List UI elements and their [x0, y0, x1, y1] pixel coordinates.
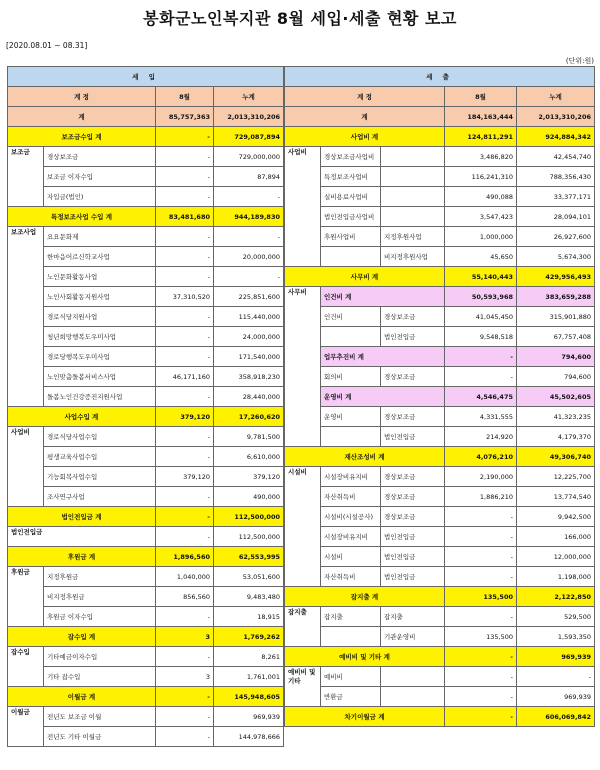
expense-total-cumulative: 2,013,310,206 [517, 107, 595, 127]
income-item: 전년도 기타 이월금 [44, 727, 156, 747]
income-month: - [156, 147, 214, 167]
income-row [8, 407, 284, 427]
income-item: 돌봄노인건강증진지원사업 [44, 387, 156, 407]
income-month: - [156, 267, 214, 287]
expense-cumulative: 41,323,235 [517, 407, 595, 427]
expense-subtotal-month: 55,140,443 [445, 267, 517, 287]
income-subtotal-cumulative: 1,769,262 [214, 627, 284, 647]
income-cumulative: 6,610,000 [214, 447, 284, 467]
income-month: - [156, 247, 214, 267]
income-item: 보조금 이자수입 [44, 167, 156, 187]
income-subtotal-month: 379,120 [156, 407, 214, 427]
expense-cumulative: 9,942,500 [517, 507, 595, 527]
expense-cumulative: 13,774,540 [517, 487, 595, 507]
expense-fund-source: 법인전입금 [381, 547, 445, 567]
income-cumulative: 9,781,500 [214, 427, 284, 447]
income-row [8, 567, 284, 587]
expense-row [285, 327, 595, 347]
expense-item: 특정보조사업비 [321, 167, 381, 187]
income-cumulative: 358,918,230 [214, 367, 284, 387]
income-item: 청년희망행복도우미사업 [44, 327, 156, 347]
expense-row [285, 367, 595, 387]
expense-group-label: 업무추진비 계 [321, 347, 445, 367]
expense-subtotal-month: 4,076,210 [445, 447, 517, 467]
income-subtotal-cumulative: 729,087,894 [214, 127, 284, 147]
expense-table [284, 66, 595, 727]
report-title: 봉화군노인복지관 8월 세입·세출 현황 보고 [143, 9, 457, 28]
expense-row [285, 647, 595, 667]
income-month: 3 [156, 667, 214, 687]
income-total-cumulative: 2,013,310,206 [214, 107, 284, 127]
income-cumulative: 225,851,600 [214, 287, 284, 307]
expense-cumulative: 788,356,430 [517, 167, 595, 187]
expense-item: 실비용료사업비 [321, 187, 381, 207]
expense-cumulative: 166,000 [517, 527, 595, 547]
expense-item: 법인전입금사업비 [321, 207, 381, 227]
expense-subtotal-cumulative: 924,884,342 [517, 127, 595, 147]
expense-fund-source: 경상보조금 [381, 507, 445, 527]
expense-month: 1,000,000 [445, 227, 517, 247]
income-month: - [156, 647, 214, 667]
income-cumulative: 8,261 [214, 647, 284, 667]
expense-row [285, 667, 595, 687]
income-item: 후원금 이자수입 [44, 607, 156, 627]
income-item: 노인맞춤돌봄서비스사업 [44, 367, 156, 387]
expense-month: 4,331,555 [445, 407, 517, 427]
expense-fund-source: 법인전입금 [381, 567, 445, 587]
income-row [8, 647, 284, 667]
expense-fund-source: 법인전입금 [381, 327, 445, 347]
income-row [8, 487, 284, 507]
income-head-account: 계 정 [8, 87, 156, 107]
expense-group-month: - [445, 347, 517, 367]
income-cumulative: 969,939 [214, 707, 284, 727]
expense-row [285, 127, 595, 147]
expense-cumulative: 1,198,000 [517, 567, 595, 587]
income-item: 자입금(법인) [44, 187, 156, 207]
income-subtotal-month: - [156, 507, 214, 527]
expense-month: 490,088 [445, 187, 517, 207]
expense-item: 예비비 [321, 667, 381, 687]
expense-fund-source: 법인전입금 [381, 427, 445, 447]
income-month: - [156, 227, 214, 247]
income-month: - [156, 427, 214, 447]
income-row [8, 727, 284, 747]
expense-category: 사업비 [285, 147, 321, 267]
income-row [8, 327, 284, 347]
income-cumulative: 144,978,666 [214, 727, 284, 747]
income-category: 이월금 [8, 707, 44, 747]
expense-month: - [445, 667, 517, 687]
expense-subtotal-month: - [445, 647, 517, 667]
income-cumulative: 112,500,000 [214, 527, 284, 547]
income-month: 856,560 [156, 587, 214, 607]
income-subtotal-cumulative: 944,189,830 [214, 207, 284, 227]
income-item: 조사연구사업 [44, 487, 156, 507]
expense-subtotal-month: 135,500 [445, 587, 517, 607]
expense-cumulative: - [517, 667, 595, 687]
income-item: 기타예금이자수입 [44, 647, 156, 667]
income-cumulative: 87,894 [214, 167, 284, 187]
expense-row [285, 487, 595, 507]
income-subtotal-label: 법인전입금 계 [8, 507, 156, 527]
expense-month: 2,190,000 [445, 467, 517, 487]
income-category: 사업비 [8, 427, 44, 507]
income-row [8, 347, 284, 367]
expense-total-month: 184,163,444 [445, 107, 517, 127]
expense-row [285, 187, 595, 207]
income-item: 지정후원금 [44, 567, 156, 587]
income-cumulative: 18,915 [214, 607, 284, 627]
unit-label: (단위:원) [565, 57, 594, 65]
expense-group-cumulative: 45,502,605 [517, 387, 595, 407]
expense-category: 사무비 [285, 287, 321, 447]
expense-row [285, 547, 595, 567]
expense-total-label: 계 [285, 107, 445, 127]
expense-month: 116,241,310 [445, 167, 517, 187]
expense-group-month: 4,546,475 [445, 387, 517, 407]
income-cumulative: 171,540,000 [214, 347, 284, 367]
expense-item: 시설장비유지비 [321, 467, 381, 487]
income-cumulative: 20,000,000 [214, 247, 284, 267]
expense-fund-source: 기관운영비 [381, 627, 445, 647]
expense-fund-source: 잡지출 [381, 607, 445, 627]
expense-cumulative: 67,757,408 [517, 327, 595, 347]
expense-item: 자산취득비 [321, 487, 381, 507]
expense-subtotal-label: 예비비 및 기타 계 [285, 647, 445, 667]
expense-item [321, 427, 381, 447]
expense-row [285, 707, 595, 727]
expense-cumulative: 5,674,300 [517, 247, 595, 267]
income-row [8, 687, 284, 707]
expense-category: 잡지출 [285, 607, 321, 647]
income-item: 기타 잡수입 [44, 667, 156, 687]
expense-category: 시설비 [285, 467, 321, 587]
expense-subtotal-label: 잡지출 계 [285, 587, 445, 607]
income-row [8, 607, 284, 627]
expense-row [285, 227, 595, 247]
expense-item: 시설비(시설공사) [321, 507, 381, 527]
income-cumulative: 28,440,000 [214, 387, 284, 407]
income-row [8, 467, 284, 487]
expense-month: 1,886,210 [445, 487, 517, 507]
income-item: 기능회복사업수입 [44, 467, 156, 487]
expense-cumulative: 12,000,000 [517, 547, 595, 567]
expense-subtotal-label: 재산조성비 계 [285, 447, 445, 467]
expense-row [285, 387, 595, 407]
expense-cumulative: 1,593,350 [517, 627, 595, 647]
expense-item: 인건비 [321, 307, 381, 327]
income-row [8, 447, 284, 467]
income-row [8, 427, 284, 447]
income-category: 보조금 [8, 147, 44, 207]
expense-item: 운영비 [321, 407, 381, 427]
expense-subtotal-label: 사무비 계 [285, 267, 445, 287]
income-month: - [156, 527, 214, 547]
income-item: 한마음어르신학교사업 [44, 247, 156, 267]
expense-fund-source: 비지정후원사업 [381, 247, 445, 267]
expense-month: - [445, 547, 517, 567]
income-subtotal-cumulative: 145,948,605 [214, 687, 284, 707]
expense-month: - [445, 367, 517, 387]
income-month: - [156, 447, 214, 467]
income-subtotal-cumulative: 62,553,995 [214, 547, 284, 567]
income-head-month: 8월 [156, 87, 214, 107]
expense-fund-source: 경상보조금 [381, 487, 445, 507]
expense-month: - [445, 607, 517, 627]
expense-cumulative: 529,500 [517, 607, 595, 627]
income-item: 비지정후원금 [44, 587, 156, 607]
expense-fund-source [381, 207, 445, 227]
expense-row [285, 287, 595, 307]
expense-row [285, 447, 595, 467]
expense-month: 214,920 [445, 427, 517, 447]
expense-item [321, 327, 381, 347]
income-item: 노인문화활동사업 [44, 267, 156, 287]
expense-cumulative: 28,094,101 [517, 207, 595, 227]
income-item: 전년도 보조금 이월 [44, 707, 156, 727]
expense-row [285, 627, 595, 647]
income-row [8, 267, 284, 287]
income-month: 37,310,520 [156, 287, 214, 307]
expense-cumulative: 12,225,700 [517, 467, 595, 487]
expense-cumulative: 33,377,171 [517, 187, 595, 207]
expense-cumulative: 969,939 [517, 687, 595, 707]
income-month: - [156, 727, 214, 747]
expense-month: 45,650 [445, 247, 517, 267]
expense-row [285, 567, 595, 587]
expense-item [321, 627, 381, 647]
expense-row [285, 527, 595, 547]
income-subtotal-label: 이월금 계 [8, 687, 156, 707]
income-cumulative: 490,000 [214, 487, 284, 507]
expense-head-cumulative: 누계 [517, 87, 595, 107]
expense-row [285, 687, 595, 707]
expense-group-month: 50,593,968 [445, 287, 517, 307]
expense-subtotal-label: 사업비 계 [285, 127, 445, 147]
expense-item: 잡지출 [321, 607, 381, 627]
expense-month: - [445, 687, 517, 707]
income-subtotal-label: 보조금수입 계 [8, 127, 156, 147]
expense-item [321, 247, 381, 267]
expense-group-label: 운영비 계 [321, 387, 445, 407]
income-subtotal-month: 3 [156, 627, 214, 647]
income-cumulative: - [214, 227, 284, 247]
income-subtotal-month: - [156, 687, 214, 707]
income-category: 후원금 [8, 567, 44, 627]
expense-row [285, 167, 595, 187]
income-cumulative: 379,120 [214, 467, 284, 487]
expense-row [285, 427, 595, 447]
income-subtotal-label: 잡수입 계 [8, 627, 156, 647]
income-month: 46,171,160 [156, 367, 214, 387]
expense-month: 3,547,423 [445, 207, 517, 227]
income-row [8, 587, 284, 607]
income-total-month: 85,757,363 [156, 107, 214, 127]
expense-fund-source [381, 167, 445, 187]
expense-month: 3,486,820 [445, 147, 517, 167]
income-row [8, 127, 284, 147]
income-month: - [156, 307, 214, 327]
expense-row [285, 207, 595, 227]
income-table [7, 66, 284, 747]
income-cumulative: 9,483,480 [214, 587, 284, 607]
expense-row [285, 607, 595, 627]
expense-fund-source [381, 147, 445, 167]
expense-fund-source: 경상보조금 [381, 407, 445, 427]
expense-fund-source [381, 687, 445, 707]
income-item: 경로식당지원사업 [44, 307, 156, 327]
income-category: 보조사업 [8, 227, 44, 407]
income-item: 노인사회활동지원사업 [44, 287, 156, 307]
income-month: 379,120 [156, 467, 214, 487]
income-row [8, 147, 284, 167]
income-item: 경상보조금 [44, 147, 156, 167]
expense-subtotal-cumulative: 2,122,850 [517, 587, 595, 607]
expense-item: 후원사업비 [321, 227, 381, 247]
expense-subtotal-label: 차기이월금 계 [285, 707, 445, 727]
income-category: 법인전입금 [8, 527, 156, 547]
income-subtotal-cumulative: 17,260,620 [214, 407, 284, 427]
income-row [8, 547, 284, 567]
expense-fund-source [381, 667, 445, 687]
expense-subtotal-month: - [445, 707, 517, 727]
income-row [8, 367, 284, 387]
income-total-label: 계 [8, 107, 156, 127]
income-subtotal-cumulative: 112,500,000 [214, 507, 284, 527]
income-section-title: 세 입 [8, 67, 284, 87]
income-row [8, 627, 284, 647]
expense-month: 9,548,518 [445, 327, 517, 347]
income-month: - [156, 487, 214, 507]
expense-fund-source: 지정후원사업 [381, 227, 445, 247]
expense-section-title: 세 출 [285, 67, 595, 87]
expense-row [285, 467, 595, 487]
expense-cumulative: 26,927,600 [517, 227, 595, 247]
expense-item: 반환금 [321, 687, 381, 707]
income-category: 잡수입 [8, 647, 44, 687]
expense-item: 회의비 [321, 367, 381, 387]
income-row [8, 207, 284, 227]
expense-cumulative: 42,454,740 [517, 147, 595, 167]
expense-group-cumulative: 383,659,288 [517, 287, 595, 307]
income-head-cumulative: 누계 [214, 87, 284, 107]
expense-row [285, 247, 595, 267]
income-subtotal-label: 특정보조사업 수입 계 [8, 207, 156, 227]
income-subtotal-month: - [156, 127, 214, 147]
expense-subtotal-month: 124,811,291 [445, 127, 517, 147]
expense-group-cumulative: 794,600 [517, 347, 595, 367]
expense-fund-source: 경상보조금 [381, 367, 445, 387]
income-row [8, 167, 284, 187]
expense-head-month: 8월 [445, 87, 517, 107]
income-month: - [156, 347, 214, 367]
income-subtotal-month: 83,481,680 [156, 207, 214, 227]
income-item: 요요문화제 [44, 227, 156, 247]
income-month: - [156, 707, 214, 727]
expense-month: - [445, 567, 517, 587]
income-subtotal-label: 사업수입 계 [8, 407, 156, 427]
income-month: - [156, 327, 214, 347]
expense-row [285, 267, 595, 287]
income-month: - [156, 387, 214, 407]
expense-group-label: 인건비 계 [321, 287, 445, 307]
expense-cumulative: 315,901,880 [517, 307, 595, 327]
expense-subtotal-cumulative: 606,069,842 [517, 707, 595, 727]
income-item: 경로식당사업수입 [44, 427, 156, 447]
expense-fund-source: 경상보조금 [381, 307, 445, 327]
income-month: - [156, 167, 214, 187]
income-month: - [156, 607, 214, 627]
expense-month: - [445, 527, 517, 547]
income-item: 평생교육사업수입 [44, 447, 156, 467]
expense-row [285, 307, 595, 327]
report-period: [2020.08.01 ~ 08.31] [6, 41, 88, 50]
income-cumulative: 24,000,000 [214, 327, 284, 347]
income-cumulative: 115,440,000 [214, 307, 284, 327]
expense-cumulative: 794,600 [517, 367, 595, 387]
income-cumulative: - [214, 187, 284, 207]
expense-month: - [445, 507, 517, 527]
income-row [8, 527, 284, 547]
expense-month: 135,500 [445, 627, 517, 647]
income-cumulative: 729,000,000 [214, 147, 284, 167]
income-row [8, 307, 284, 327]
expense-fund-source: 법인전입금 [381, 527, 445, 547]
expense-item: 자산취득비 [321, 567, 381, 587]
expense-item: 시설비 [321, 547, 381, 567]
income-month: - [156, 187, 214, 207]
income-month: 1,040,000 [156, 567, 214, 587]
income-row [8, 667, 284, 687]
expense-subtotal-cumulative: 969,939 [517, 647, 595, 667]
expense-row [285, 587, 595, 607]
expense-subtotal-cumulative: 429,956,493 [517, 267, 595, 287]
income-cumulative: 53,051,600 [214, 567, 284, 587]
income-row [8, 187, 284, 207]
income-item: 경로당행복도우미사업 [44, 347, 156, 367]
income-row [8, 287, 284, 307]
expense-row [285, 347, 595, 367]
expense-head-account: 계 정 [285, 87, 445, 107]
expense-fund-source [381, 187, 445, 207]
expense-item: 경상보조금사업비 [321, 147, 381, 167]
expense-subtotal-cumulative: 49,306,740 [517, 447, 595, 467]
income-row [8, 227, 284, 247]
income-row [8, 387, 284, 407]
expense-fund-source: 경상보조금 [381, 467, 445, 487]
income-row [8, 507, 284, 527]
income-cumulative: 1,761,001 [214, 667, 284, 687]
expense-category: 예비비 및기타 [285, 667, 321, 707]
income-subtotal-month: 1,896,560 [156, 547, 214, 567]
income-row [8, 707, 284, 727]
income-cumulative: - [214, 267, 284, 287]
expense-cumulative: 4,179,370 [517, 427, 595, 447]
expense-row [285, 407, 595, 427]
income-subtotal-label: 후원금 계 [8, 547, 156, 567]
expense-item: 시설장비유지비 [321, 527, 381, 547]
income-row [8, 247, 284, 267]
expense-row [285, 507, 595, 527]
expense-month: 41,045,450 [445, 307, 517, 327]
expense-row [285, 147, 595, 167]
